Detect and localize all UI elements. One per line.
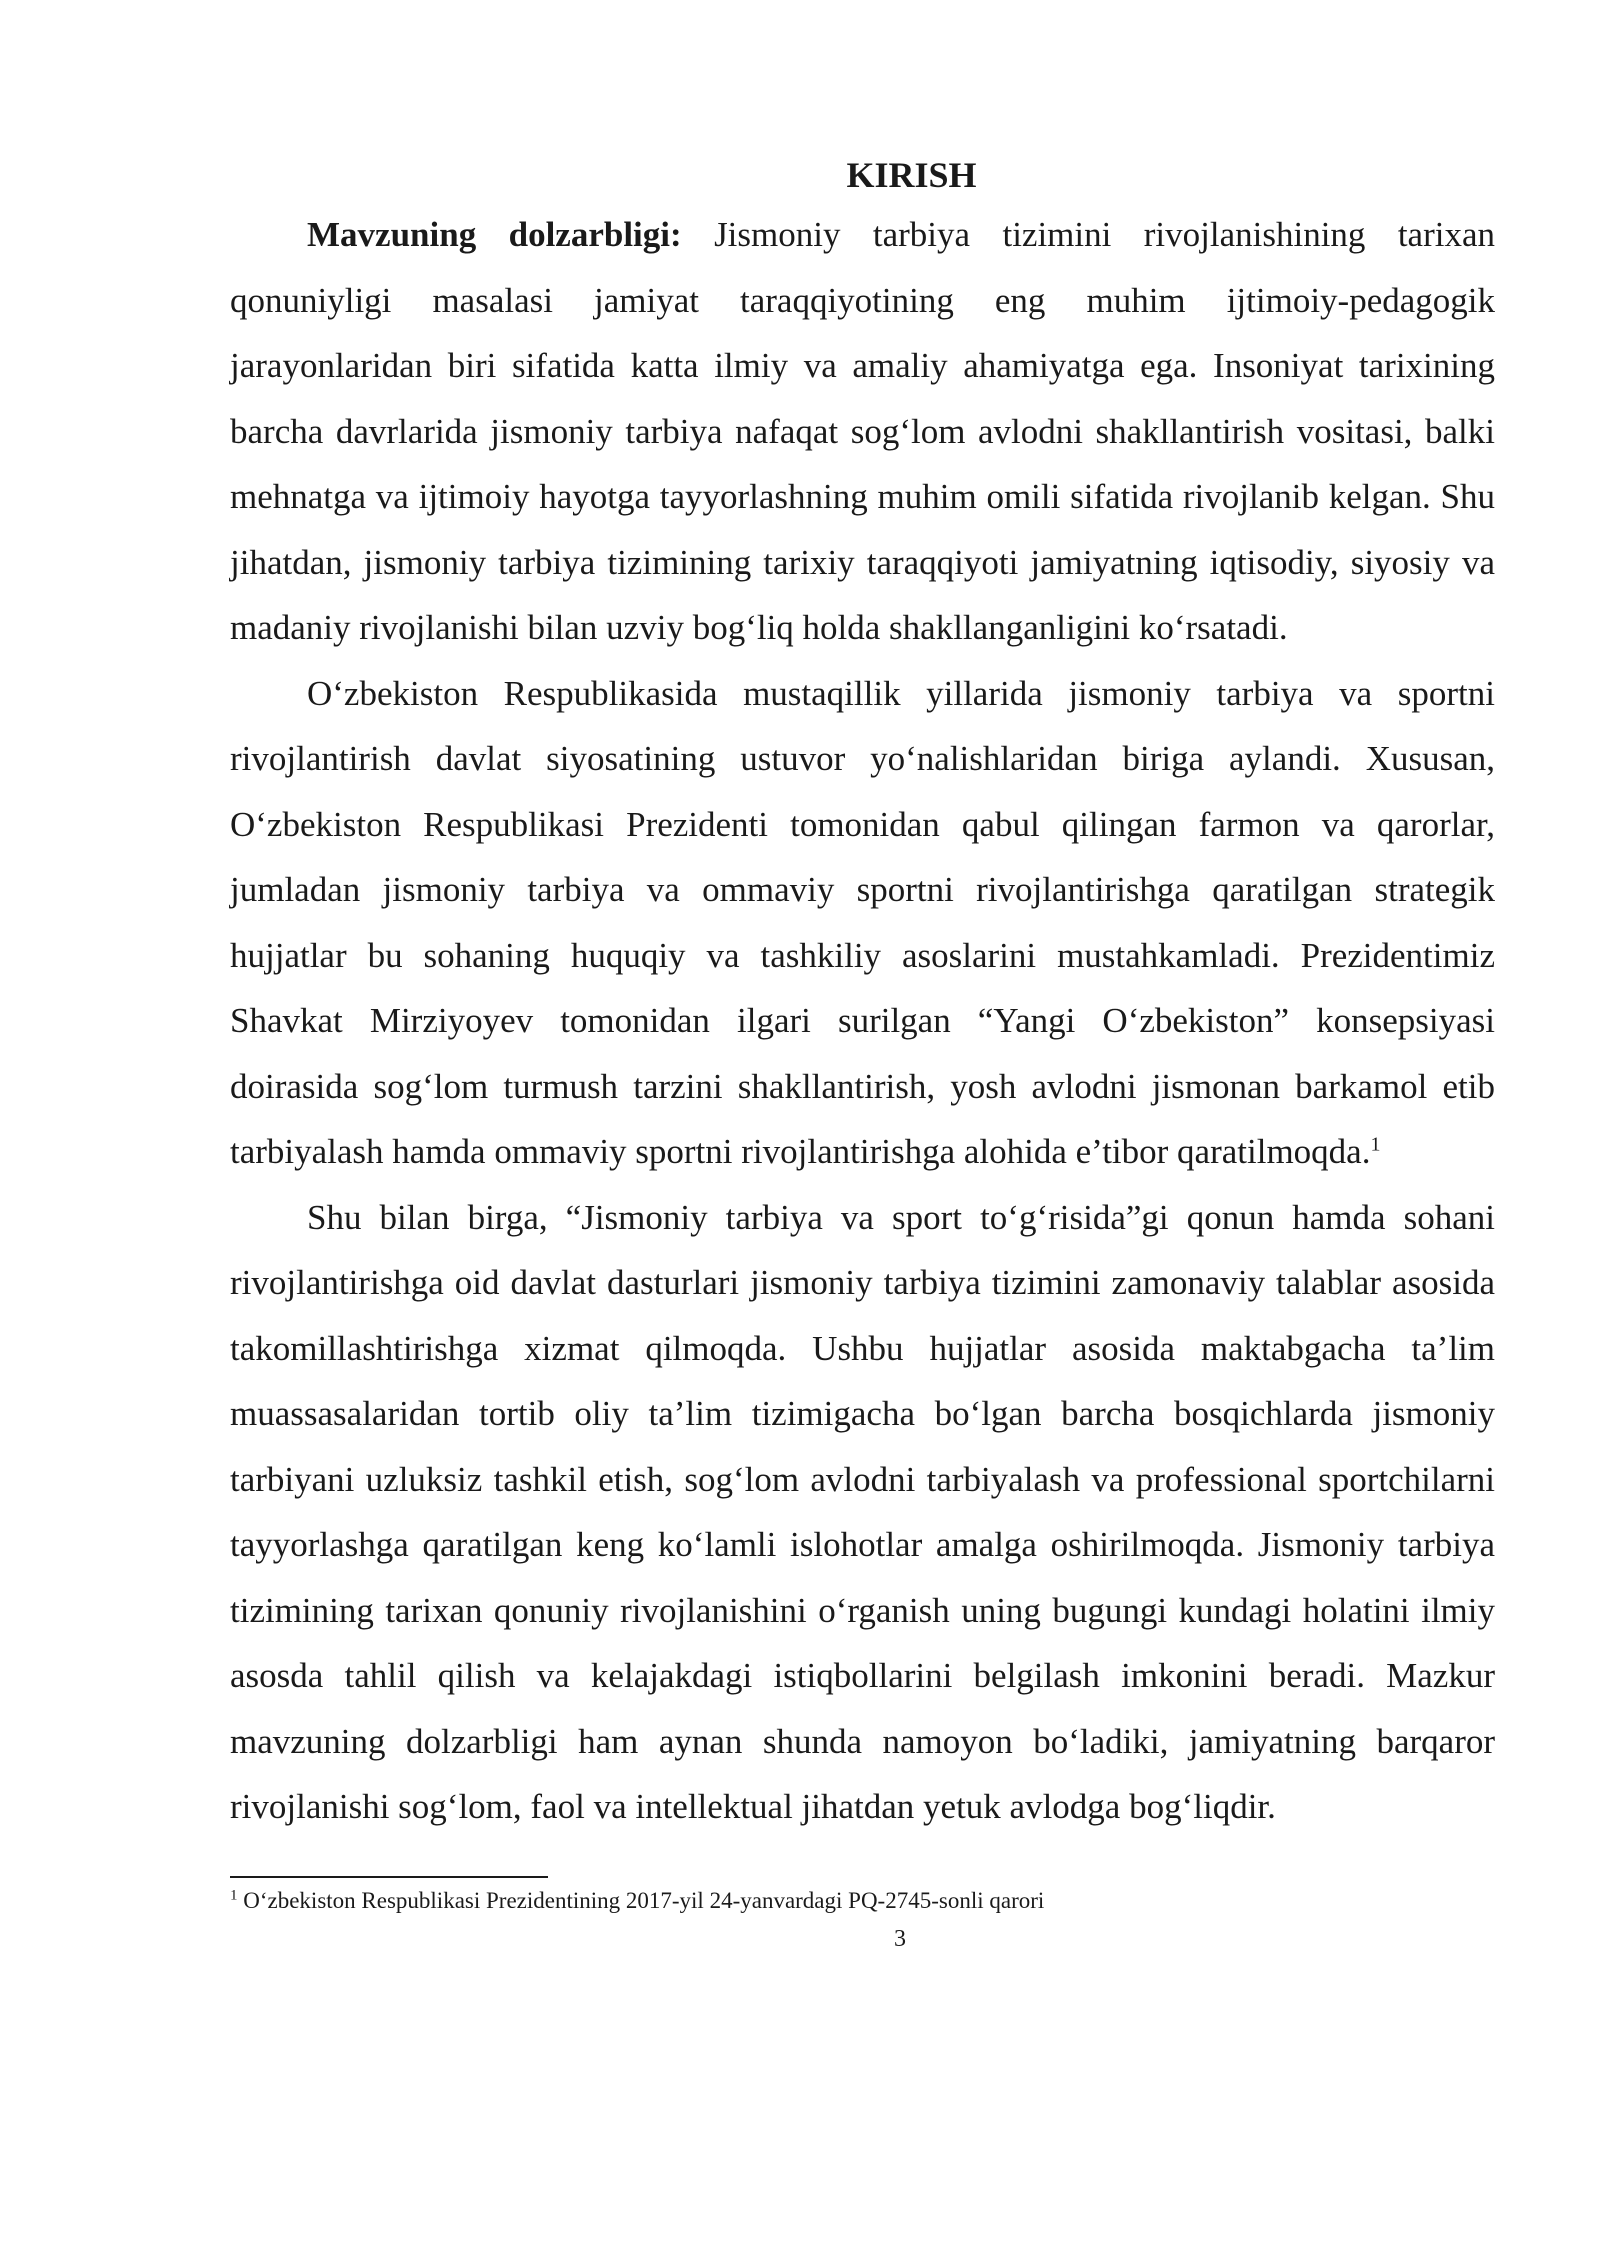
paragraph-text: O‘zbekiston Respublikasida mustaqillik yillarida jismoniy tarbiya va sportni rivojlantirish davlat siyosatining ustuvor yo‘nalishlaridan biriga aylandi. Xususan, O‘zbekiston Respublikasi Prezidenti tomonidan qabul qilingan farmon va qarorlar, jumladan jismoniy tarbiya va ommaviy sportni rivojlantirishga qaratilgan strategik hujjatlar bu sohaning huquqiy va tashkiliy asoslarini mustahkamladi. Prezidentimiz Shavkat Mirziyoyev tomonidan ilgari surilgan “Yangi O‘zbekiston” konsepsiyasi doirasida sog‘lom turmush tarzini shakllantirish, yosh avlodni jismonan barkamol etib tarbiyalash hamda ommaviy sportni rivojlantirishga alohida e’tibor qaratilmoqda. xyxy=(230,673,1495,1171)
page-number: 3 xyxy=(894,1925,906,1952)
paragraph-state-policy xyxy=(230,661,1495,1185)
paragraph-text: Jismoniy tarbiya tizimini rivojlanishining tarixan qonuniyligi masalasi jamiyat taraqqiyotining eng muhim ijtimoiy-pedagogik jarayonlaridan biri sifatida katta ilmiy va amaliy ahamiyatga ega. Insoniyat tarixining barcha davrlarida jismoniy tarbiya nafaqat sog‘lom avlodni shakllantirish vositasi, balki mehnatga va ijtimoiy hayotga tayyorlashning muhim omili sifatida rivojlanib kelgan. Shu jihatdan, jismoniy tarbiya tizimining tarixiy taraqqiyoti jamiyatning iqtisodiy, siyosiy va madaniy rivojlanishi bilan uzviy bog‘liq holda shakllanganligini ko‘rsatadi. xyxy=(230,215,1495,647)
paragraph-legislation xyxy=(230,1185,1495,1840)
footnote-marker: 1 xyxy=(230,1886,238,1903)
document-page xyxy=(230,150,1495,1954)
footnote-text: O‘zbekiston Respublikasi Prezidentining 2017-yil 24-yanvardagi PQ-2745-sonli qarori xyxy=(237,1887,1045,1913)
paragraph-relevance xyxy=(230,202,1495,661)
footnote-reference[interactable]: 1 xyxy=(1370,1133,1381,1156)
footnote xyxy=(230,1886,1495,1916)
footnote-divider xyxy=(230,1876,548,1878)
paragraph-lead: Mavzuning dolzarbligi: xyxy=(307,215,682,254)
section-heading: KIRISH xyxy=(846,155,977,195)
paragraph-text: Shu bilan birga, “Jismoniy tarbiya va sport to‘g‘risida”gi qonun hamda sohani rivojlantirishga oid davlat dasturlari jismoniy tarbiya tizimini zamonaviy talablar asosida takomillashtirishga xizmat qilmoqda. Ushbu hujjatlar asosida maktabgacha ta’lim muassasalaridan tortib oliy ta’lim tizimigacha bo‘lgan barcha bosqichlarda jismoniy tarbiyani uzluksiz tashkil etish, sog‘lom avlodni tarbiyalash va professional sportchilarni tayyorlashga qaratilgan keng ko‘lamli islohotlar amalga oshirilmoqda. Jismoniy tarbiya tizimining tarixan qonuniy rivojlanishini o‘rganish uning bugungi kundagi holatini ilmiy asosda tahlil qilish va kelajakdagi istiqbollarini belgilash imkonini beradi. Mazkur mavzuning dolzarbligi ham aynan shunda namoyon bo‘ladiki, jamiyatning barqaror rivojlanishi sog‘lom, faol va intellektual jihatdan yetuk avlodga bog‘liqdir. xyxy=(230,1197,1495,1826)
